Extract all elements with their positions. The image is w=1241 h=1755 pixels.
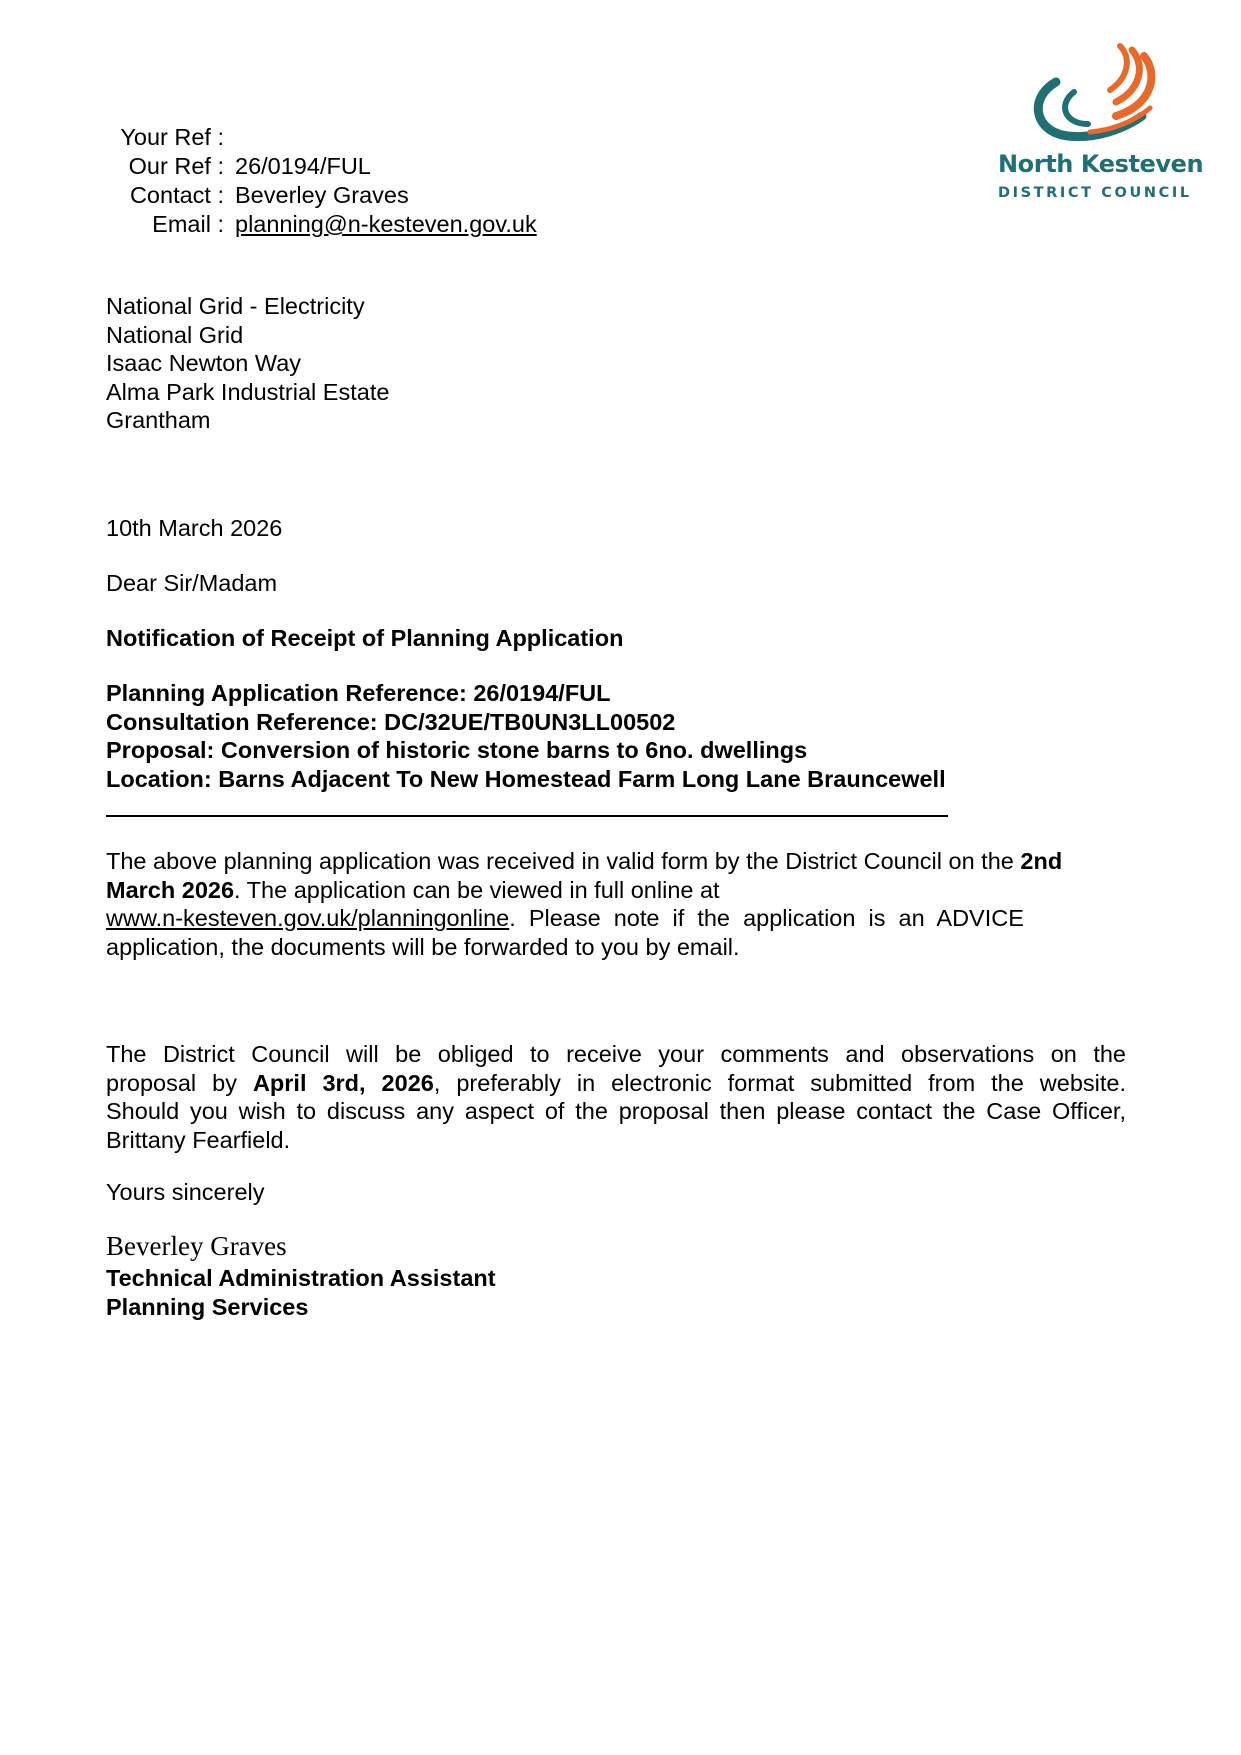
council-logo bbox=[998, 40, 1204, 201]
signatory-block bbox=[106, 1264, 496, 1321]
para2-line2 bbox=[106, 1069, 1126, 1098]
email-link[interactable]: planning@n-kesteven.gov.uk bbox=[235, 211, 537, 237]
address-line: Isaac Newton Way bbox=[106, 350, 302, 376]
your-ref-value bbox=[224, 123, 235, 152]
comment-deadline: April 3rd, 2026 bbox=[252, 1069, 434, 1096]
para1-line4: application, the documents will be forwarded to you by email. bbox=[106, 933, 740, 960]
planning-application-reference: Planning Application Reference: 26/0194/FUL bbox=[106, 680, 611, 706]
logo-subtitle: DISTRICT COUNCIL bbox=[998, 185, 1192, 201]
email-label: Email : bbox=[152, 211, 224, 237]
address-line: Alma Park Industrial Estate bbox=[106, 378, 390, 405]
email-row bbox=[100, 210, 700, 239]
contact-value: Beverley Graves bbox=[235, 182, 409, 208]
letter-subject: Notification of Receipt of Planning Application bbox=[106, 625, 624, 651]
para2-text2a: proposal by bbox=[106, 1069, 253, 1096]
divider bbox=[106, 815, 948, 817]
location: Location: Barns Adjacent To New Homestead Farm Long Lane Brauncewell bbox=[106, 765, 946, 792]
application-details bbox=[106, 679, 946, 793]
contact-label: Contact : bbox=[129, 182, 224, 208]
received-date-day: 2nd bbox=[1020, 848, 1063, 874]
para2-text2b: , preferably in electronic format submitted from the website. bbox=[433, 1069, 1126, 1096]
para1-line2 bbox=[106, 876, 1126, 905]
your-ref-label: Your Ref : bbox=[120, 124, 224, 150]
paragraph-comments bbox=[106, 1040, 1126, 1154]
proposal: Proposal: Conversion of historic stone barns to 6no. dwellings bbox=[106, 737, 808, 763]
reference-block bbox=[100, 123, 700, 239]
salutation: Dear Sir/Madam bbox=[106, 570, 278, 596]
para1-text1: The above planning application was received in valid form by the District Council on the bbox=[106, 848, 1021, 874]
para2-line3: Should you wish to discuss any aspect of the proposal then please contact the Case Officer, bbox=[106, 1098, 1126, 1124]
your-ref-row bbox=[100, 123, 700, 152]
our-ref-label: Our Ref : bbox=[128, 153, 224, 179]
planning-online-link[interactable]: www.n-kesteven.gov.uk/planningonline bbox=[106, 905, 510, 931]
recipient-address bbox=[106, 292, 389, 435]
received-date-month: March 2026 bbox=[106, 876, 235, 903]
signatory-department: Planning Services bbox=[106, 1293, 309, 1320]
para1-line3 bbox=[106, 904, 1126, 933]
para1-line1 bbox=[106, 847, 1126, 876]
our-ref-value: 26/0194/FUL bbox=[235, 153, 371, 179]
para1-text2: . The application can be viewed in full online at bbox=[234, 876, 720, 903]
logo-name: North Kesteven bbox=[998, 150, 1204, 178]
swirl-logo-icon bbox=[998, 40, 1188, 150]
contact-row bbox=[100, 181, 700, 210]
signature-name: Beverley Graves bbox=[106, 1231, 287, 1261]
letter-date: 10th March 2026 bbox=[106, 515, 283, 541]
closing: Yours sincerely bbox=[106, 1179, 265, 1205]
para2-line1: The District Council will be obliged to receive your comments and observations on the bbox=[106, 1041, 1126, 1067]
paragraph-received bbox=[106, 847, 1126, 961]
our-ref-row bbox=[100, 152, 700, 181]
signatory-title: Technical Administration Assistant bbox=[106, 1265, 496, 1291]
consultation-reference: Consultation Reference: DC/32UE/TB0UN3LL00502 bbox=[106, 708, 676, 735]
para1-text3: . Please note if the application is an ADVICE bbox=[509, 905, 1024, 931]
address-line: National Grid bbox=[106, 321, 244, 348]
para2-line4: Brittany Fearfield. bbox=[106, 1126, 291, 1153]
address-line: National Grid - Electricity bbox=[106, 293, 365, 319]
address-line: Grantham bbox=[106, 407, 211, 433]
